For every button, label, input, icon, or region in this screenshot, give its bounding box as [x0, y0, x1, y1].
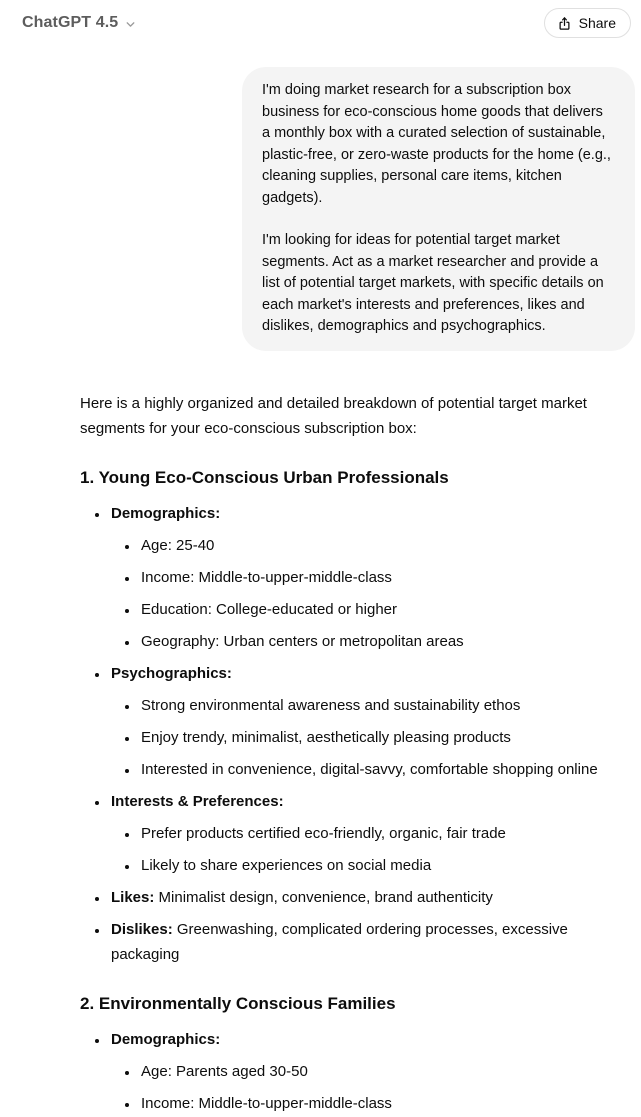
model-label: ChatGPT 4.5 [22, 14, 119, 31]
list-item [109, 661, 625, 782]
user-paragraph: I'm looking for ideas for potential target market segments. Act as a market researcher and provide a list of potential target markets, with specific details on each market's interests and preferences, likes and dislikes, demographics and psychographics. [262, 232, 604, 334]
sub-list-item: • Interested in convenience, digital-savvy, comfortable shopping online [139, 757, 625, 782]
share-icon [557, 16, 572, 31]
assistant-message [80, 391, 635, 1116]
share-label: Share [578, 15, 616, 31]
list-item [109, 789, 625, 878]
top-bar [0, 0, 641, 46]
sub-list-item: • Geography: Urban centers or metropolitan areas [139, 629, 625, 654]
sub-list-item: • Education: College-educated or higher [139, 597, 625, 622]
list-item-label: Demographics: [111, 1030, 221, 1048]
sub-list-item: • Age: Parents aged 30-50 [139, 1059, 625, 1084]
list-item [109, 917, 625, 967]
list-item-text: Greenwashing, complicated ordering processes, excessive packaging [111, 920, 568, 963]
section-heading: 1. Young Eco-Conscious Urban Professionals [80, 467, 449, 487]
sub-list-item: • Enjoy trendy, minimalist, aesthetically pleasing products [139, 725, 625, 750]
assistant-intro: Here is a highly organized and detailed breakdown of potential target market segments for your eco-conscious subscription box: [80, 394, 587, 437]
sub-list [111, 533, 625, 654]
sub-list-item: • Prefer products certified eco-friendly, organic, fair trade [139, 821, 625, 846]
section-heading: 2. Environmentally Conscious Families [80, 993, 396, 1013]
sub-list-item: • Strong environmental awareness and sustainability ethos [139, 693, 625, 718]
chevron-down-icon [124, 18, 137, 31]
section-list [80, 501, 625, 967]
user-paragraph: I'm doing market research for a subscription box business for eco-conscious home goods that delivers a monthly box with a curated selection of sustainable, plastic-free, or zero-waste products for the home (e.g., cleaning supplies, personal care items, kitchen gadgets). [262, 82, 611, 206]
sub-list [111, 821, 625, 878]
section-list [80, 1027, 625, 1116]
list-item-label: Psychographics: [111, 664, 232, 682]
list-item-label: Dislikes: [111, 920, 173, 938]
assistant-sections [80, 466, 625, 1116]
list-item-text: Minimalist design, convenience, brand authenticity [154, 888, 493, 906]
list-item [109, 885, 625, 910]
list-item [109, 501, 625, 654]
list-item-label: Interests & Preferences: [111, 792, 284, 810]
list-item-label: Likes: [111, 888, 155, 906]
model-selector[interactable] [16, 10, 143, 36]
list-item-label: Demographics: [111, 504, 221, 522]
user-message-bubble [242, 67, 635, 351]
conversation-thread [0, 67, 641, 1116]
list-item [109, 1027, 625, 1116]
share-button[interactable] [544, 8, 631, 38]
sub-list-item: • Income: Middle-to-upper-middle-class [139, 565, 625, 590]
user-message-row [80, 67, 635, 351]
sub-list-item: • Income: Middle-to-upper-middle-class [139, 1091, 625, 1116]
sub-list [111, 693, 625, 782]
sub-list-item: • Age: 25-40 [139, 533, 625, 558]
sub-list [111, 1059, 625, 1116]
sub-list-item: • Likely to share experiences on social media [139, 853, 625, 878]
